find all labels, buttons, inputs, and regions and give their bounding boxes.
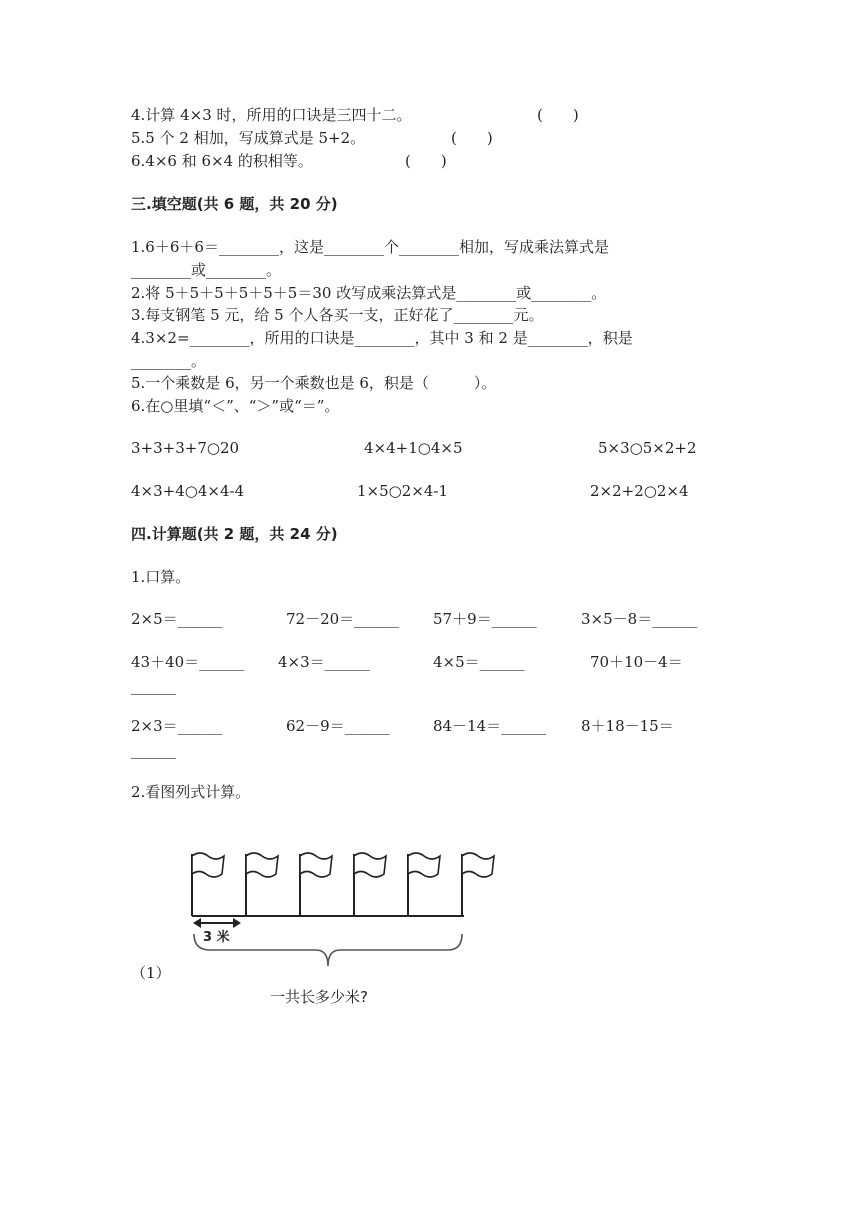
oral-calc-item-continuation: ______ (131, 741, 176, 759)
flag-icon (300, 853, 332, 877)
fill-q6: 6.在○里填“＜”、“＞”或“＝”。 (131, 397, 340, 415)
judge-q6: 6.4×6 和 6×4 的积相等。 (131, 152, 313, 170)
oral-calc-item: 84－14＝______ (433, 717, 547, 735)
compare-item: 1×5○2×4-1 (357, 482, 449, 500)
judge-q5-answer-paren[interactable]: ( ) (451, 129, 493, 147)
calc-q1-title: 1.口算。 (131, 568, 191, 586)
fill-q1-line1: 1.6＋6＋6＝________，这是________个________相加，写成乘法算式是 (131, 238, 609, 256)
flag-icon (354, 853, 386, 877)
figure-question: 一共长多少米? (270, 988, 368, 1006)
fill-q1-line2: ________或________。 (131, 261, 282, 279)
oral-calc-item: 2×3＝______ (131, 717, 223, 735)
brace (194, 934, 462, 966)
fill-q4-line2: ________。 (131, 352, 207, 370)
oral-calc-item: 3×5－8＝______ (581, 610, 698, 628)
judge-q6-answer-paren[interactable]: ( ) (405, 152, 447, 170)
oral-calc-item: 8＋18－15＝ (581, 717, 674, 735)
oral-calc-item-continuation: ______ (131, 677, 176, 695)
segment-arrow (193, 918, 241, 928)
fill-q3: 3.每支钢笔 5 元，给 5 个人各买一支，正好花了________元。 (131, 306, 544, 324)
flag-icon (462, 853, 494, 877)
compare-item: 3+3+3+7○20 (131, 439, 240, 457)
oral-calc-item: 57＋9＝______ (433, 610, 537, 628)
judge-q5: 5.5 个 2 相加，写成算式是 5+2。 (131, 129, 366, 147)
compare-item: 2×2+2○2×4 (590, 482, 689, 500)
oral-calc-item: 43＋40＝______ (131, 653, 245, 671)
oral-calc-item: 4×3＝______ (278, 653, 370, 671)
oral-calc-item: 72－20＝______ (286, 610, 400, 628)
flag-icon (408, 853, 440, 877)
fill-q5: 5.一个乘数是 6，另一个乘数也是 6，积是（ ）。 (131, 374, 497, 392)
fill-q2: 2.将 5＋5＋5＋5＋5＋5＝30 改写成乘法算式是________或________。 (131, 284, 607, 302)
sub-question-label: （1） (131, 964, 171, 982)
judge-q4-answer-paren[interactable]: ( ) (537, 106, 579, 124)
oral-calc-item: 4×5＝______ (433, 653, 525, 671)
fill-q4-line1: 4.3×2=________，所用的口诀是________，其中 3 和 2 是________，积是 (131, 329, 633, 347)
flags-group (192, 853, 494, 916)
judge-q4: 4.计算 4×3 时，所用的口诀是三四十二。 (131, 106, 412, 124)
compare-item: 4×4+1○4×5 (364, 439, 463, 457)
oral-calc-item: 62－9＝______ (286, 717, 390, 735)
segment-label: 3 米 (203, 930, 230, 945)
section-heading-fill-in: 三.填空题(共 6 题，共 20 分) (131, 195, 338, 213)
compare-item: 4×3+4○4×4-4 (131, 482, 245, 500)
flag-icon (246, 853, 278, 877)
oral-calc-item: 2×5＝______ (131, 610, 223, 628)
flag-icon (192, 853, 224, 877)
section-heading-calculation: 四.计算题(共 2 题，共 24 分) (131, 525, 338, 543)
flags-figure (186, 846, 506, 1016)
calc-q2-title: 2.看图列式计算。 (131, 783, 251, 801)
compare-item: 5×3○5×2+2 (598, 439, 697, 457)
oral-calc-item: 70＋10－4＝ (590, 653, 683, 671)
